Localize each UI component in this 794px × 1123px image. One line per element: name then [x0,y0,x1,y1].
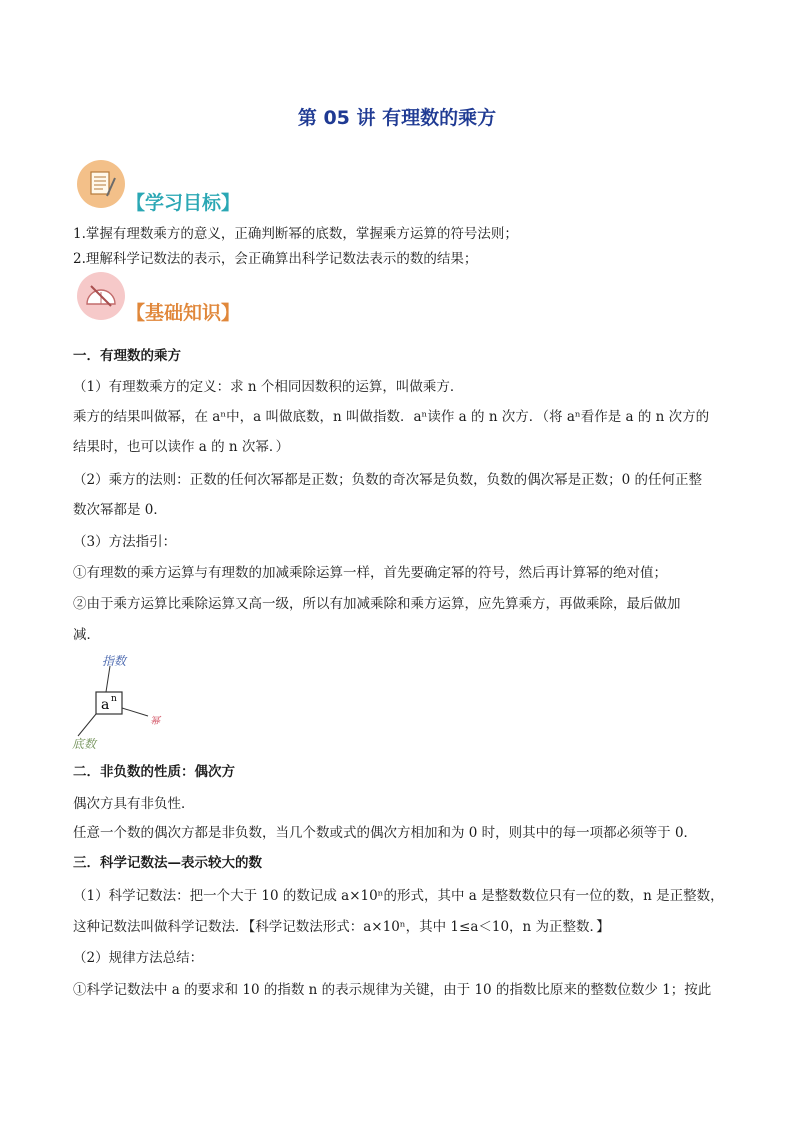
exponent-pointer-line [106,666,110,692]
goal-item: 2.理解科学记数法的表示，会正确算出科学记数法表示的数的结果； [73,251,478,267]
notebook-icon [77,160,125,208]
text-line: 偶次方具有非负性． [73,796,195,812]
expression-base: a [101,697,110,713]
power-diagram [66,652,196,752]
text-line: （2）规律方法总结： [73,950,204,966]
section-heading: 一．有理数的乘方 [73,348,181,364]
text-line: （1）有理数乘方的定义：求 n 个相同因数积的运算，叫做乘方． [73,379,464,395]
page-title: 第 05 讲 有理数的乘方 [297,107,497,129]
base-pointer-line [78,714,96,736]
text-line: ①有理数的乘方运算与有理数的加减乘除运算一样，首先要确定幂的符号，然后再计算幂的绝对值； [73,565,667,581]
text-line: （2）乘方的法则：正数的任何次幂都是正数；负数的奇次幂是负数，负数的偶次幂是正数；0 的任何正整 [73,472,702,488]
label-base: 底数 [72,737,97,751]
expression-exponent: n [111,694,117,704]
protractor-icon [77,272,125,320]
goal-item: 1.掌握有理数乘方的意义，正确判断幂的底数，掌握乘方运算的符号法则； [73,226,518,242]
text-line: ①科学记数法中 a 的要求和 10 的指数 n 的表示规律为关键，由于 10 的指数比原来的整数位数少 1；按此 [73,982,712,998]
text-line: 这种记数法叫做科学记数法．【科学记数法形式：a×10ⁿ，其中 1≤a＜10，n 为正整数．】 [73,919,610,935]
section-heading: 二．非负数的性质：偶次方 [73,764,235,780]
text-line: 结果时，也可以读作 a 的 n 次幂．） [73,439,290,455]
text-line: （1）科学记数法：把一个大于 10 的数记成 a×10ⁿ的形式，其中 a 是整数数位只有一位的数，n 是正整数， [73,888,724,904]
text-line: 数次幂都是 0． [73,502,167,518]
label-exponent: 指数 [102,654,127,668]
label-power: 幂 [150,716,160,727]
text-line: （3）方法指引： [73,534,177,550]
text-line: 乘方的结果叫做幂，在 aⁿ中，a 叫做底数，n 叫做指数．aⁿ读作 a 的 n 次方．（将 aⁿ看作是 a 的 n 次方的 [73,409,710,425]
text-line: 任意一个数的偶次方都是非负数，当几个数或式的偶次方相加和为 0 时，则其中的每一项都必须等于 0． [73,825,698,841]
power-pointer-line [122,708,148,716]
text-line: ②由于乘方运算比乘除运算又高一级，所以有加减乘除和乘方运算，应先算乘方，再做乘除，最后做加 [73,596,681,612]
goals-header: 【学习目标】 [126,192,241,214]
text-line: 减． [73,627,100,643]
section-heading: 三．科学记数法—表示较大的数 [73,855,262,871]
basics-header: 【基础知识】 [126,302,241,324]
